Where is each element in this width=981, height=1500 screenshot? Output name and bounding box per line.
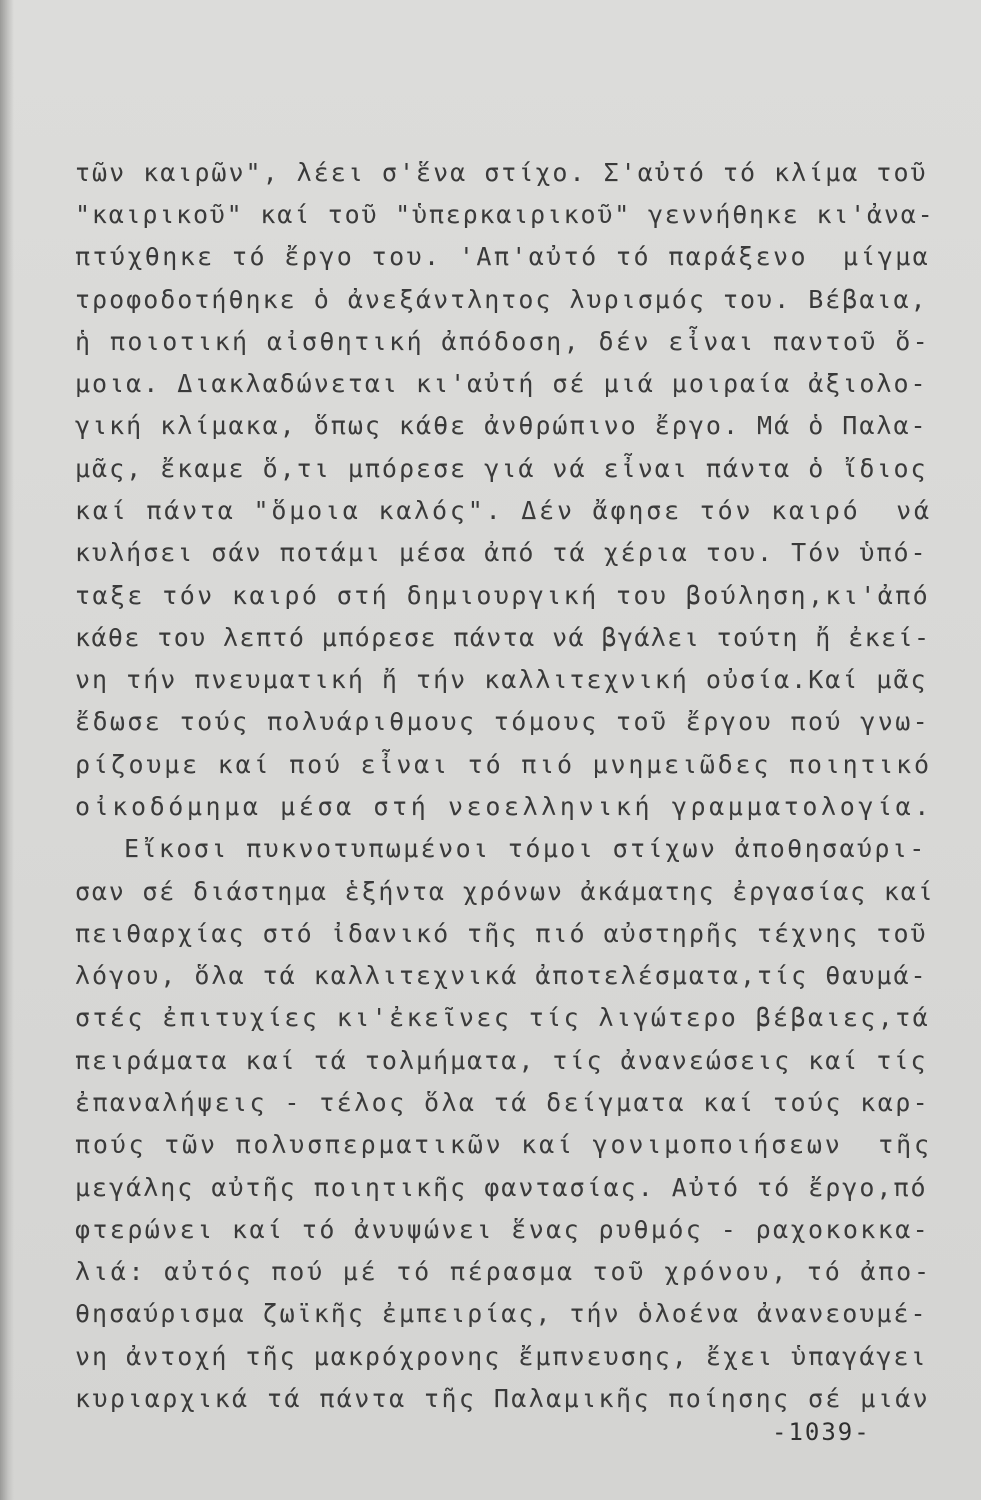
- text-line-30: κυριαρχικά τά πάντα τῆς Παλαμικῆς ποίησης σέ μιάν: [75, 1384, 931, 1413]
- text-line-20: λόγου, ὅλα τά καλλιτεχνικά ἀποτελέσματα,τίς θαυμά-: [75, 961, 928, 990]
- text-line-2: "καιρικοῦ" καί τοῦ "ὑπερκαιρικοῦ" γεννήθηκε κι'ἀνα-: [75, 200, 935, 229]
- text-line-13: νη τήν πνευματική ἤ τήν καλλιτεχνική οὐσία.Καί μᾶς: [75, 665, 928, 694]
- text-line-5: ἡ ποιοτική αἰσθητική ἀπόδοση, δέν εἶναι παντοῦ ὅ-: [75, 327, 931, 356]
- text-line-17: Εἴκοσι πυκνοτυπωμένοι τόμοι στίχων ἀποθησαύρι-: [124, 834, 927, 863]
- text-line-11: ταξε τόν καιρό στή δημιουργική του βούληση,κι'ἀπό: [75, 581, 931, 610]
- text-line-26: φτερώνει καί τό ἀνυψώνει ἕνας ρυθμός - ραχοκοκκα-: [75, 1215, 931, 1244]
- text-line-29: νη ἀντοχή τῆς μακρόχρονης ἔμπνευσης, ἔχει ὑπαγάγει: [75, 1342, 928, 1371]
- text-line-6: μοια. Διακλαδώνεται κι'αὐτή σέ μιά μοιραία ἀξιολο-: [75, 369, 928, 398]
- text-line-3: πτύχθηκε τό ἔργο του. 'Απ'αὐτό τό παράξενο μίγμα: [75, 242, 931, 271]
- text-line-25: μεγάλης αὐτῆς ποιητικῆς φαντασίας. Αὐτό τό ἔργο,πό: [75, 1173, 928, 1202]
- text-line-23: ἐπαναλήψεις - τέλος ὅλα τά δείγματα καί τούς καρ-: [75, 1088, 931, 1117]
- text-line-22: πειράματα καί τά τολμήματα, τίς ἀνανεώσεις καί τίς: [75, 1046, 928, 1075]
- text-line-9: καί πάντα "ὅμοια καλός". Δέν ἄφησε τόν καιρό νά: [75, 496, 932, 525]
- text-line-19: πειθαρχίας στό ἰδανικό τῆς πιό αὐστηρῆς τέχνης τοῦ: [75, 919, 928, 948]
- page-number: -1039-: [772, 1418, 871, 1446]
- text-line-21: στές ἐπιτυχίες κι'ἐκεῖνες τίς λιγώτερο βέβαιες,τά: [75, 1003, 931, 1032]
- text-line-1: τῶν καιρῶν", λέει σ'ἕνα στίχο. Σ'αὐτό τό κλίμα τοῦ: [75, 158, 928, 187]
- text-line-24: πούς τῶν πολυσπερματικῶν καί γονιμοποιήσεων τῆς: [75, 1130, 932, 1159]
- text-line-7: γική κλίμακα, ὅπως κάθε ἀνθρώπινο ἔργο. Μά ὁ Παλα-: [75, 411, 928, 440]
- text-line-12: κάθε του λεπτό μπόρεσε πάντα νά βγάλει τούτη ἤ ἐκεί-: [75, 623, 931, 652]
- text-line-16: οἰκοδόμημα μέσα στή νεοελληνική γραμματολογία.: [75, 792, 933, 821]
- text-line-27: λιά: αὐτός πού μέ τό πέρασμα τοῦ χρόνου, τό ἀπο-: [75, 1257, 932, 1286]
- scan-edge-shadow: [0, 0, 14, 1500]
- text-line-10: κυλήσει σάν ποτάμι μέσα ἀπό τά χέρια του. Τόν ὑπό-: [75, 538, 928, 567]
- text-line-4: τροφοδοτήθηκε ὁ ἀνεξάντλητος λυρισμός του. Βέβαια,: [75, 285, 928, 314]
- text-line-8: μᾶς, ἔκαμε ὅ,τι μπόρεσε γιά νά εἶναι πάντα ὁ ἴδιος: [75, 454, 928, 483]
- text-line-15: ρίζουμε καί πού εἶναι τό πιό μνημειῶδες ποιητικό: [75, 750, 932, 779]
- text-line-28: θησαύρισμα ζωϊκῆς ἐμπειρίας, τήν ὁλοένα ἀνανεουμέ-: [75, 1299, 928, 1328]
- text-line-18: σαν σέ διάστημα ἑξήντα χρόνων ἀκάματης ἐργασίας καί: [75, 877, 935, 906]
- text-line-14: ἔδωσε τούς πολυάριθμους τόμους τοῦ ἔργου πού γνω-: [75, 707, 931, 736]
